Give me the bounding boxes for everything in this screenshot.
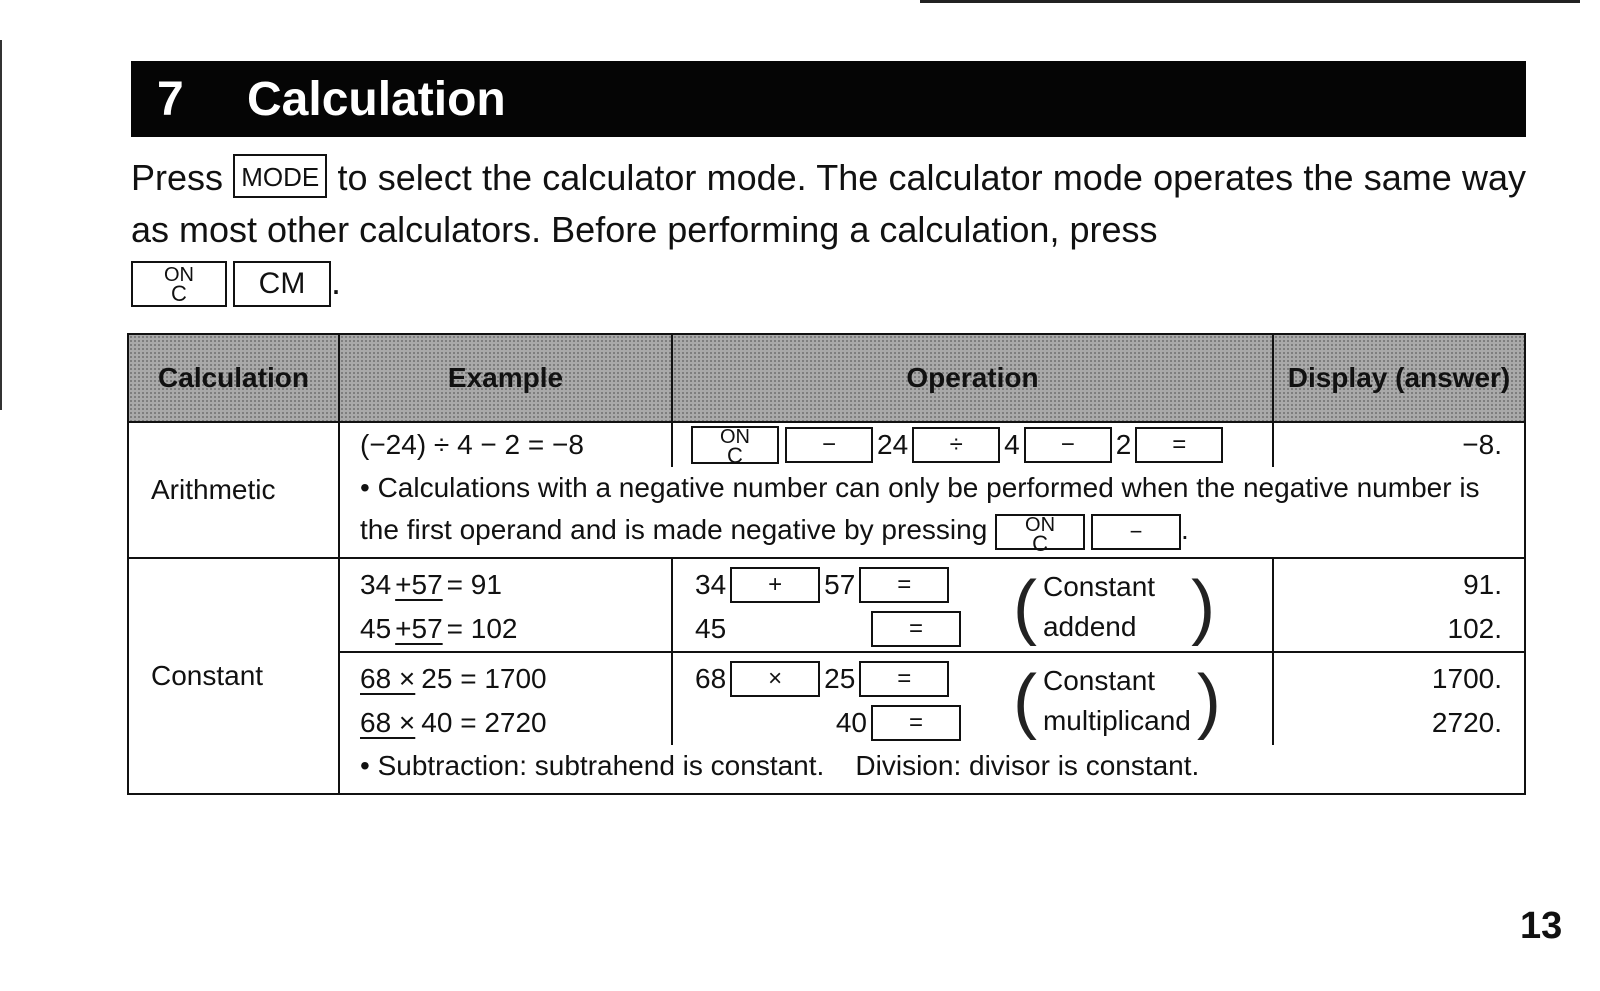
paren-text	[1037, 567, 1161, 647]
equals-key: =	[871, 705, 961, 741]
operation-cell	[672, 652, 1273, 745]
operation-addend	[673, 563, 1272, 651]
arithmetic-note-text: • Calculations with a negative number can only be performed when the negative number is the first operand and is made negative by pressing	[360, 472, 1480, 545]
example-part: 25 = 1700	[421, 663, 547, 694]
mode-key: MODE	[233, 154, 327, 198]
display-value: 102.	[1447, 613, 1502, 644]
operation-line	[673, 657, 973, 701]
example-cell	[339, 422, 672, 467]
section-number: 7	[157, 72, 184, 126]
operand: 25	[824, 663, 856, 694]
onc-key-top: ON	[164, 264, 194, 287]
equals-key: =	[1135, 427, 1223, 463]
table-row	[128, 422, 1525, 467]
note-end: .	[1181, 514, 1189, 545]
onc-key	[691, 426, 779, 468]
note-cell	[339, 467, 1525, 558]
onc-key	[131, 261, 227, 307]
example-multiplicand-2	[340, 701, 671, 745]
onc-key-bottom: C	[727, 443, 743, 468]
row-label-arithmetic: Arithmetic	[128, 422, 339, 558]
table-header-row	[128, 334, 1525, 422]
onc-key-top: ON	[1025, 513, 1056, 536]
intro-end: .	[331, 261, 342, 302]
operation-keys	[673, 563, 973, 651]
right-paren: )	[1191, 567, 1216, 647]
operation-arithmetic	[673, 423, 1272, 467]
equals-key: =	[871, 611, 961, 647]
example-part: 45	[360, 613, 392, 644]
display-cell	[1273, 652, 1525, 745]
example-part: = 91	[446, 569, 502, 600]
operation-line	[673, 607, 973, 651]
section-title: Calculation	[247, 72, 506, 126]
example-constant-part: +57	[395, 613, 443, 644]
operation-cell	[672, 422, 1273, 467]
operand: 4	[1004, 429, 1020, 460]
equals-key: =	[859, 661, 949, 697]
example-multiplicand-1	[340, 657, 671, 701]
operation-line	[673, 701, 973, 745]
example-constant-part: 68 ×	[360, 707, 416, 738]
intro-text-1: Press	[131, 157, 224, 198]
divide-key: ÷	[912, 427, 1000, 463]
constant-multiplicand-note	[1013, 661, 1221, 741]
constant-addend-note	[1013, 567, 1215, 647]
plus-key: +	[730, 567, 820, 603]
display-cell	[1273, 558, 1525, 652]
display-cell	[1273, 422, 1525, 467]
onc-key	[995, 513, 1085, 556]
operand: 2	[1115, 429, 1132, 460]
display-value: 1700.	[1431, 663, 1502, 694]
example-part: = 102	[446, 613, 518, 644]
row-label-constant: Constant	[128, 558, 339, 794]
operation-keys	[673, 657, 973, 745]
minus-key: −	[1024, 427, 1112, 463]
paren-line: Constant	[1042, 665, 1156, 696]
operand: 57	[824, 569, 856, 600]
example-part: 34	[360, 569, 392, 600]
onc-key-bottom: C	[171, 281, 187, 307]
example-constant-part: 68 ×	[360, 663, 416, 694]
operation-line	[673, 563, 973, 607]
equals-key: =	[859, 567, 949, 603]
header-display: Display (answer)	[1273, 334, 1525, 422]
operand: 68	[695, 663, 727, 694]
left-paren: (	[1013, 661, 1037, 741]
operation-cell	[672, 558, 1273, 652]
paren-line: multiplicand	[1042, 705, 1191, 736]
display-arithmetic: −8.	[1462, 429, 1502, 460]
onc-key-top: ON	[720, 426, 750, 448]
example-part: 40 = 2720	[421, 707, 547, 738]
constant-note: • Subtraction: subtrahend is constant. Division: divisor is constant.	[360, 750, 1200, 781]
note-cell	[339, 745, 1525, 794]
display-value: 2720.	[1431, 707, 1502, 738]
operation-multiplicand	[673, 657, 1272, 745]
right-paren: )	[1196, 661, 1221, 741]
operand: 24	[877, 429, 909, 460]
onc-key-bottom: C	[1032, 530, 1048, 556]
minus-key: −	[785, 427, 873, 463]
paren-line: addend	[1042, 611, 1137, 642]
table-row	[128, 558, 1525, 652]
display-value: 91.	[1463, 569, 1502, 600]
left-margin-mark	[0, 40, 2, 410]
header-calculation: Calculation	[128, 334, 339, 422]
calculation-table	[127, 333, 1526, 795]
example-addend-1	[340, 563, 671, 607]
example-cell	[339, 558, 672, 652]
page-number: 13	[1520, 905, 1563, 947]
paren-line: Constant	[1042, 571, 1156, 602]
header-example: Example	[339, 334, 672, 422]
operand: 34	[695, 569, 727, 600]
cm-key: CM	[233, 261, 331, 307]
left-paren: (	[1013, 567, 1037, 647]
intro-text-2: to select the calculator mode. The calculator mode operates the same way as most other calculators. Before performing a calculation, press	[131, 157, 1526, 250]
multiply-key: ×	[730, 661, 820, 697]
section-header	[131, 61, 1526, 137]
operand: 45	[695, 613, 727, 644]
example-addend-2	[340, 607, 671, 651]
paren-text	[1037, 661, 1197, 741]
minus-key: −	[1091, 514, 1181, 550]
operand: 40	[835, 707, 867, 738]
intro-paragraph	[131, 152, 1526, 308]
arithmetic-note	[340, 467, 1524, 557]
example-arithmetic: (−24) ÷ 4 − 2 = −8	[360, 429, 584, 460]
example-constant-part: +57	[395, 569, 443, 600]
header-operation: Operation	[672, 334, 1273, 422]
top-rule	[920, 0, 1580, 3]
example-cell	[339, 652, 672, 745]
